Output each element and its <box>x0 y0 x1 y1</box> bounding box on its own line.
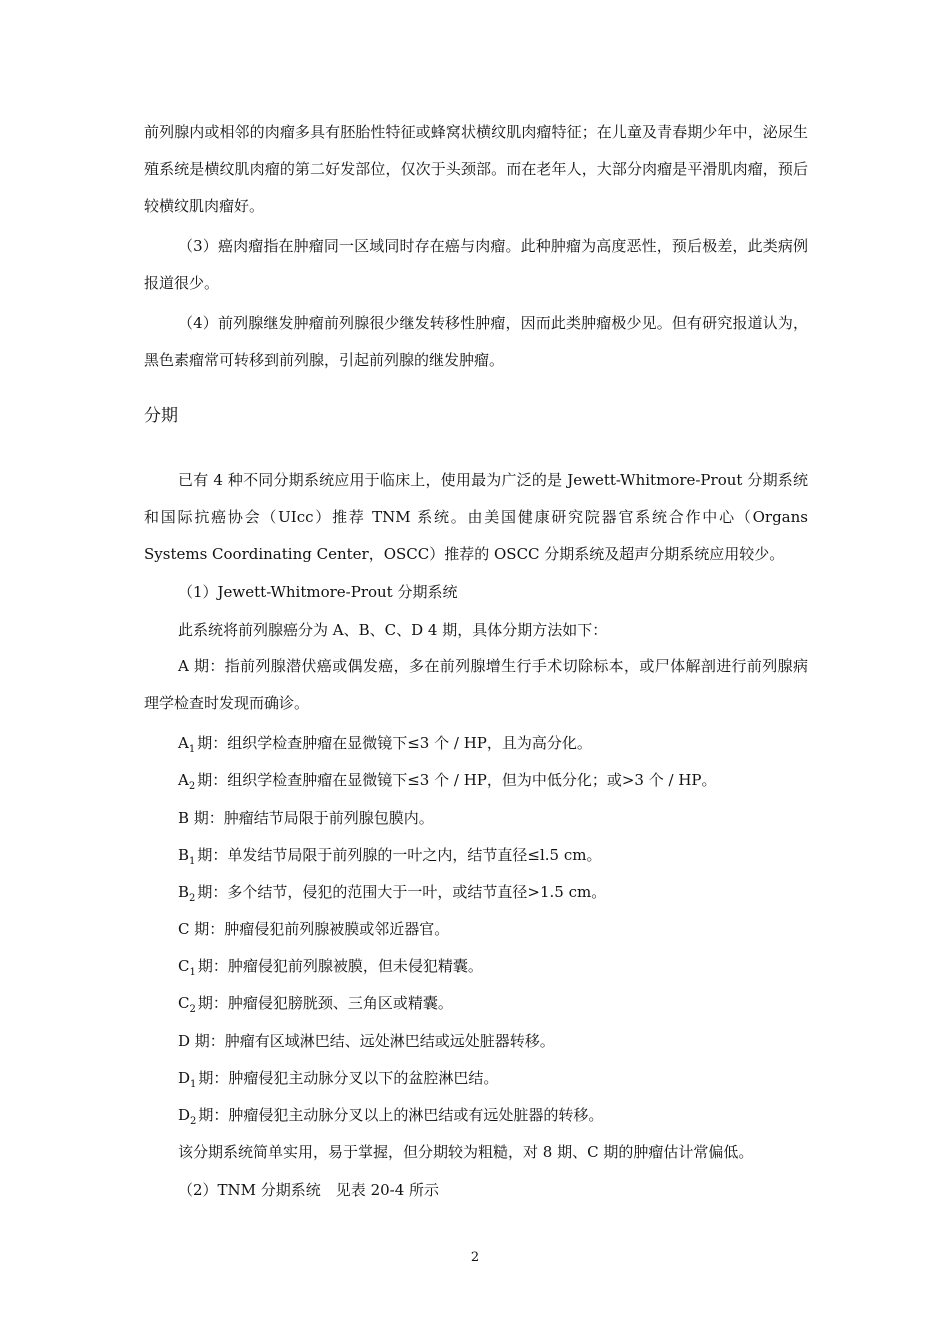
paragraph-sarcoma-features: 前列腺内或相邻的肉瘤多具有胚胎性特征或蜂窝状横纹肌肉瘤特征；在儿童及青春期少年中，泌尿生殖系统是横纹肌肉瘤的第二好发部位，仅次于头颈部。而在老年人，大部分肉瘤是平滑肌肉瘤，预后较横纹肌肉瘤好。 <box>144 123 808 215</box>
paragraph-secondary-tumor: （4）前列腺继发肿瘤前列腺很少继发转移性肿瘤，因而此类肿瘤极少见。但有研究报道认为，黑色素瘤常可转移到前列腺，引起前列腺的继发肿瘤。 <box>144 314 808 369</box>
stage-a2 <box>178 770 717 793</box>
stage-subscript: 1 <box>190 1079 197 1090</box>
stage-letter: A <box>178 734 189 752</box>
stage-letter: B <box>178 846 190 864</box>
stage-letter: A <box>178 771 189 789</box>
page-number: 2 <box>470 1250 480 1265</box>
stage-b1 <box>178 845 601 868</box>
section-heading-staging: 分期 <box>144 406 178 426</box>
tnm-system-title: （2）TNM 分期系统 见表 20-4 所示 <box>178 1181 440 1199</box>
stage-text: 期：肿瘤侵犯主动脉分叉以上的淋巴结或有远处脏器的转移。 <box>198 1106 604 1124</box>
stage-text: 期：肿瘤侵犯主动脉分叉以下的盆腔淋巴结。 <box>198 1069 499 1087</box>
stage-text: 期：组织学检查肿瘤在显微镜下≤3 个 / HP，但为中低分化；或>3 个 / HP。 <box>197 771 717 789</box>
stage-letter: D <box>178 1106 191 1124</box>
stage-letter: D <box>178 1069 191 1087</box>
stage-b: B 期：肿瘤结节局限于前列腺包膜内。 <box>178 809 434 827</box>
stage-subscript: 2 <box>189 893 196 904</box>
stage-text: 期：组织学检查肿瘤在显微镜下≤3 个 / HP，且为高分化。 <box>197 734 592 752</box>
stage-subscript: 2 <box>188 781 196 792</box>
staging-summary: 该分期系统简单实用，易于掌握，但分期较为粗糙，对 8 期、C 期的肿瘤估计常偏低。 <box>178 1143 754 1161</box>
stage-d1 <box>178 1068 498 1091</box>
paragraph-staging-intro: 已有 4 种不同分期系统应用于临床上，使用最为广泛的是 Jewett-Whitmore-Prout 分期系统和国际抗癌协会（UIcc）推荐 TNM 系统。由美国健康研究院器官系统合作中心（Organs Systems Coordinating Center，OSCC）推荐的 OSCC 分期系统及超声分期系统应用较少。 <box>144 471 808 563</box>
stage-text: 期：肿瘤侵犯前列腺被膜，但未侵犯精囊。 <box>197 957 483 975</box>
stage-subscript: 1 <box>188 744 196 755</box>
stage-subscript: 2 <box>190 1116 197 1127</box>
stage-a1 <box>178 733 592 756</box>
stage-d: D 期：肿瘤有区域淋巴结、远处淋巴结或远处脏器转移。 <box>178 1032 555 1050</box>
jwp-system-title: （1）Jewett-Whitmore-Prout 分期系统 <box>178 583 458 601</box>
paragraph-carcinosarcoma: （3）癌肉瘤指在肿瘤同一区域同时存在癌与肉瘤。此种肿瘤为高度恶性，预后极差，此类病例报道很少。 <box>144 237 808 292</box>
stage-d2 <box>178 1105 603 1128</box>
jwp-system-description: 此系统将前列腺癌分为 A、B、C、D 4 期，具体分期方法如下： <box>178 621 608 639</box>
stage-letter: C <box>178 957 190 975</box>
stage-letter: C <box>178 994 190 1012</box>
stage-c: C 期：肿瘤侵犯前列腺被膜或邻近器官。 <box>178 920 450 938</box>
stage-c2 <box>178 993 453 1016</box>
stage-b2 <box>178 882 606 905</box>
stage-subscript: 1 <box>189 967 196 978</box>
stage-text: 期：单发结节局限于前列腺的一叶之内，结节直径≤l.5 cm。 <box>197 846 602 864</box>
stage-subscript: 2 <box>189 1004 196 1015</box>
stage-text: 期：肿瘤侵犯膀胱颈、三角区或精囊。 <box>197 994 453 1012</box>
stage-c1 <box>178 956 483 979</box>
stage-letter: B <box>178 883 190 901</box>
stage-subscript: 1 <box>189 856 196 867</box>
stage-a-description: A 期：指前列腺潜伏癌或偶发癌，多在前列腺增生行手术切除标本，或尸体解剖进行前列腺病理学检查时发现而确诊。 <box>144 657 808 712</box>
stage-text: 期：多个结节，侵犯的范围大于一叶，或结节直径>1.5 cm。 <box>197 883 607 901</box>
